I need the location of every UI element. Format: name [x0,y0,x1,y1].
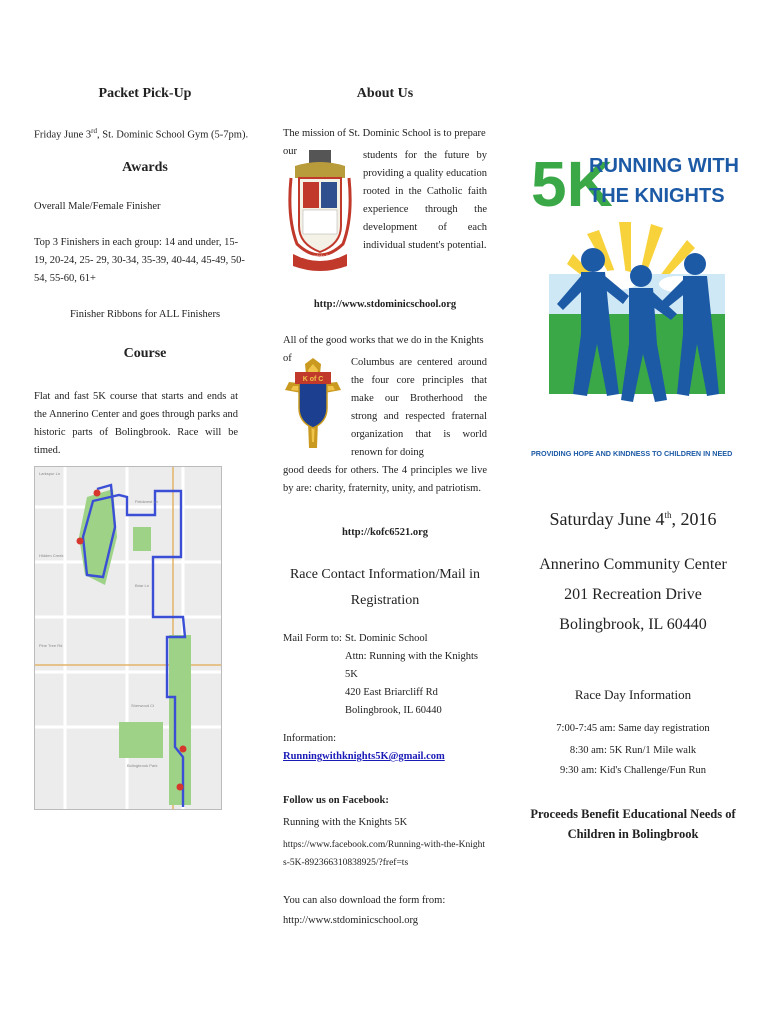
event-date: Saturday June 4th, 2016 [549,509,717,529]
course-map [34,466,222,810]
venue-street: 201 Recreation Drive [564,586,702,603]
schedule-item: 8:30 am: 5K Run/1 Mile walk [569,745,697,756]
venue-name: Annerino Community Center [539,556,727,573]
course-text: Flat and fast 5K course that starts and ends at the Annerino Center and goes through parks and historic parts of Bolingbrook. Race will be timed. [34,391,238,456]
schedule-item: 9:30 am: Kid's Challenge/Fun Run [560,765,706,776]
contact-heading: Race Contact Information/Mail in Registration [289,567,481,608]
info-label: Information: [283,733,337,744]
svg-text:K of C: K of C [302,376,324,383]
awards-groups: Top 3 Finishers in each group: 14 and under, 15-19, 20-24, 25- 29, 30-34, 35-39, 40-44, 45-49, 50-54, 55-60, 61+ [34,237,245,284]
course-map-image [35,467,221,809]
packet-pickup-text: Friday June 3rd, St. Dominic School Gym (5-7pm). [34,127,249,141]
svg-text:Hidden Creek: Hidden Creek [39,553,64,558]
running-with-the-knights-logo [527,144,743,464]
raceday-heading: Race Day Information [574,687,692,702]
svg-text:Fieldcrest Ln: Fieldcrest Ln [135,499,158,504]
download-text: You can also download the form from: [283,895,446,906]
mail-label: Mail Form to: [283,633,342,644]
kofc-text-side: Columbus are centered around the four core principles that make our Brotherhood the strong and respected fraternal organization that is world renown for doing [351,357,487,458]
awards-heading: Awards [122,160,168,175]
info-email-link[interactable]: Runningwithknights5K@gmail.com [283,751,445,762]
about-text-lead: The mission of St. Dominic School is to prepare our [283,128,486,157]
kofc-text-rest: good deeds for others. The 4 principles we live by are: charity, fraternity, unity, and patriotism. [283,465,487,494]
svg-text:THE KNIGHTS: THE KNIGHTS [589,185,725,207]
about-heading: About Us [356,86,414,101]
proceeds-statement: Proceeds Benefit Educational Needs of Children in Bolingbrook [530,807,736,841]
svg-text:PROVIDING HOPE AND KINDNESS TO: PROVIDING HOPE AND KINDNESS TO CHILDREN IN NEED [531,449,733,458]
svg-text:5K: 5K [531,148,613,220]
svg-text:RUNNING WITH: RUNNING WITH [589,155,739,177]
about-text-rest: students for the future by providing a quality education rooted in the Catholic faith experience through the development of each individual student's potential. [363,150,487,251]
download-url[interactable]: http://www.stdominicschool.org [283,915,419,926]
kofc-text-lead: All of the good works that we do in the Knights of [283,335,484,364]
svg-text:Pine Tree Rd: Pine Tree Rd [39,643,63,648]
facebook-url[interactable]: https://www.facebook.com/Running-with-the-Knights-5K-892366310838925/?fref=ts [283,840,486,868]
svg-text:Sherwood Ct: Sherwood Ct [131,703,155,708]
svg-text:Larkspur Ln: Larkspur Ln [39,471,61,476]
awards-overall: Overall Male/Female Finisher [34,201,161,212]
awards-ribbons: Finisher Ribbons for ALL Finishers [69,309,221,320]
schedule-item: 7:00-7:45 am: Same day registration [556,723,710,734]
venue-city: Bolingbrook, IL 60440 [559,616,707,633]
kofc-url[interactable]: http://kofc6521.org [341,527,429,538]
svg-text:Briar Ln: Briar Ln [135,583,150,588]
crest-caption: St. Dominic School [300,255,340,260]
facebook-heading: Follow us on Facebook: [283,795,389,806]
facebook-name: Running with the Knights 5K [283,817,408,828]
packet-pickup-heading: Packet Pick-Up [98,86,192,101]
svg-text:Bolingbrook Park: Bolingbrook Park [127,763,158,768]
course-heading: Course [123,346,167,361]
school-url[interactable]: http://www.stdominicschool.org [313,299,457,310]
mail-address: St. Dominic School Attn: Running with the Knights 5K 420 East Briarcliff Rd Bolingbrook, IL 60440 [345,633,479,716]
knights-of-columbus-emblem-icon [283,356,343,454]
